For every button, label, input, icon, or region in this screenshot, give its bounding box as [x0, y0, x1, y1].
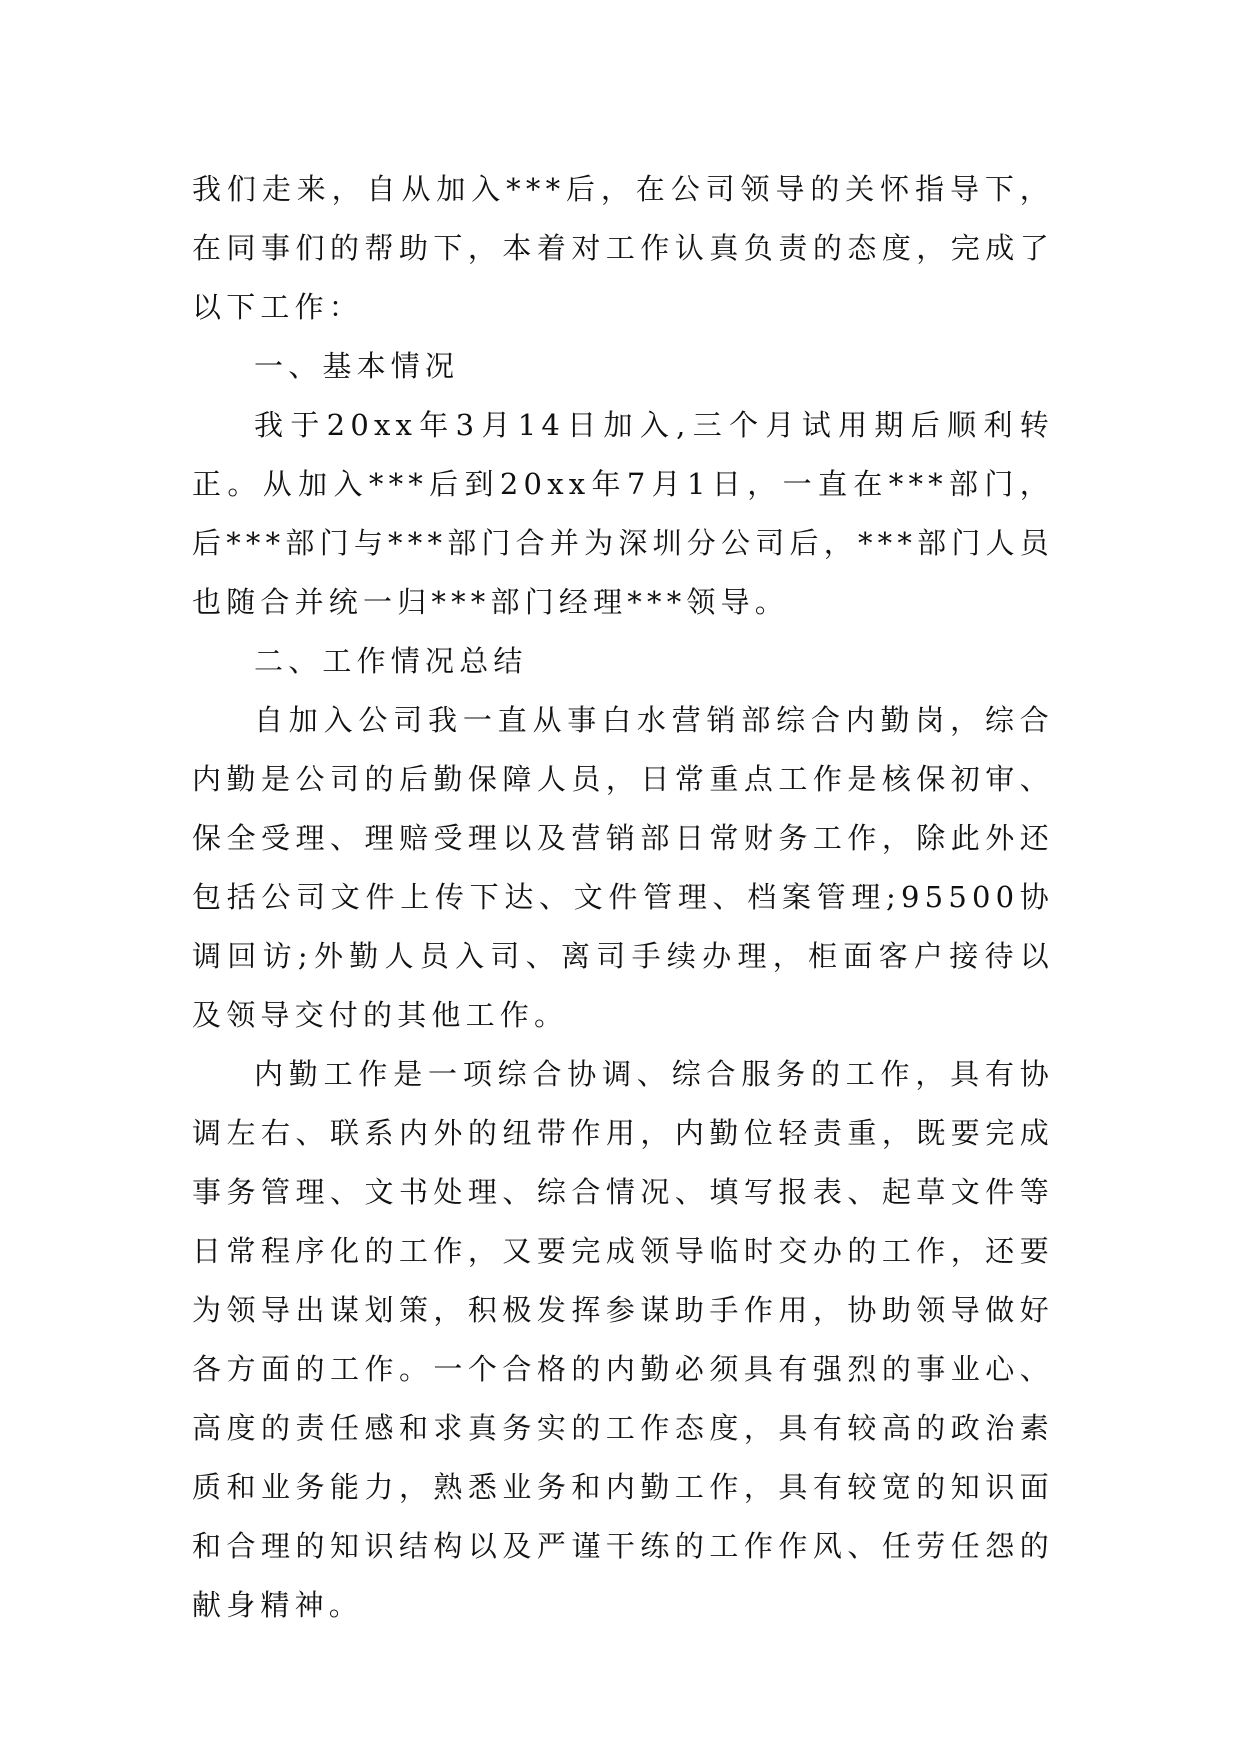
work-summary-paragraph: 自加入公司我一直从事白水营销部综合内勤岗，综合内勤是公司的后勤保障人员，日常重点工作是核保初审、保全受理、理赔受理以及营销部日常财务工作，除此外还包括公司文件上传下达、文件管理、档案管理;95500协调回访;外勤人员入司、离司手续办理，柜面客户接待以及领导交付的其他工作。	[192, 703, 1054, 1032]
document-body	[192, 160, 1054, 1635]
office-work-paragraph: 内勤工作是一项综合协调、综合服务的工作，具有协调左右、联系内外的纽带作用，内勤位轻责重，既要完成事务管理、文书处理、综合情况、填写报表、起草文件等日常程序化的工作，又要完成领导临时交办的工作，还要为领导出谋划策，积极发挥参谋助手作用，协助领导做好各方面的工作。一个合格的内勤必须具有强烈的事业心、高度的责任感和求真务实的工作态度，具有较高的政治素质和业务能力，熟悉业务和内勤工作，具有较宽的知识面和合理的知识结构以及严谨干练的工作作风、任劳任怨的献身精神。	[192, 1057, 1054, 1622]
basic-info-paragraph: 我于20xx年3月14日加入,三个月试用期后顺利转正。从加入***后到20xx年7月1日，一直在***部门，后***部门与***部门合并为深圳分公司后，***部门人员也随合并统一归***部门经理***领导。	[192, 408, 1054, 619]
intro-paragraph: 我们走来，自从加入***后，在公司领导的关怀指导下，在同事们的帮助下，本着对工作认真负责的态度，完成了以下工作：	[192, 172, 1054, 324]
section-heading-work-summary: 二、工作情况总结	[254, 644, 528, 678]
section-heading-basic-info: 一、基本情况	[254, 349, 460, 383]
